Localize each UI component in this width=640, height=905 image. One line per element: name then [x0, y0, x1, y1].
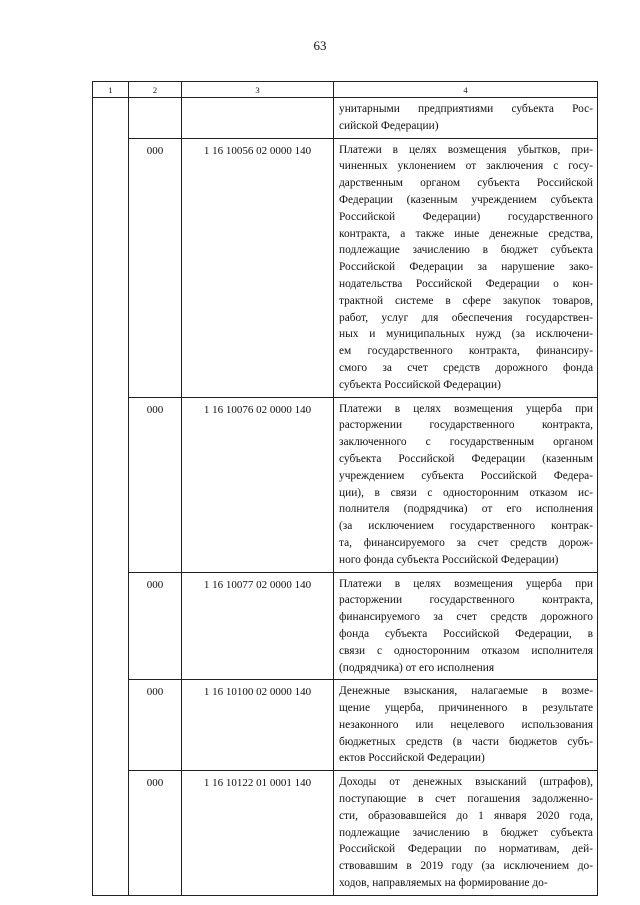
- description-line: трактной системе в сфере закупок товаров,: [339, 294, 593, 307]
- table-row: [93, 138, 598, 397]
- header-col-3: 3: [182, 82, 334, 98]
- description-line: щение ущерба, причиненного в результате: [339, 702, 593, 715]
- budget-code-cell: 1 16 10077 02 0000 140: [182, 572, 334, 680]
- description-line: финансируемого за счет средств дорожного: [339, 611, 593, 624]
- description-cell: [334, 572, 598, 680]
- description-line: полнителя (подрядчика) от его исполнения: [339, 503, 593, 516]
- admin-code-cell: 000: [129, 680, 182, 771]
- description-line: (за исключением государственного контрак-: [339, 520, 593, 533]
- column-1-cell: [93, 98, 129, 896]
- budget-codes-table: [92, 81, 598, 896]
- description-line: субъекта Российской Федерации): [339, 378, 501, 391]
- description-line: Российской Федерации по нормативам, дей-: [339, 843, 593, 856]
- description-cell: [334, 771, 598, 896]
- header-col-1: 1: [93, 82, 129, 98]
- description-line: Платежи в целях возмещения ущерба при: [339, 402, 593, 415]
- description-line: бюджетных средств (в части бюджетов субъ-: [339, 735, 593, 748]
- description-line: ного фонда субъекта Российской Федерации): [339, 553, 559, 566]
- table-row: [93, 98, 598, 139]
- admin-code-cell: [129, 98, 182, 139]
- description-line: расторжении государственного контракта,: [339, 419, 593, 432]
- description-line: сти, образовавшейся до 1 января 2020 года,: [339, 809, 593, 822]
- description-line: поступающие в счет погашения задолженно-: [339, 793, 593, 806]
- description-line: та, финансируемого за счет средств дорож-: [339, 536, 593, 549]
- description-cell: [334, 138, 598, 397]
- description-line: ектов Российской Федерации): [339, 752, 485, 765]
- description-line: Платежи в целях возмещения ущерба при: [339, 577, 593, 590]
- table-row: [93, 397, 598, 572]
- description-line: нодательства Российской Федерации о кон-: [339, 277, 593, 290]
- header-col-4: 4: [334, 82, 598, 98]
- description-line: незаконного или нецелевого использования: [339, 718, 593, 731]
- description-line: Российской Федерации за нарушение зако-: [339, 261, 593, 274]
- description-line: заключенного с государственным органом: [339, 436, 593, 449]
- description-line: контракта, а также иные денежные средства,: [339, 227, 593, 240]
- description-line: Доходы от денежных взысканий (штрафов),: [339, 776, 593, 789]
- budget-code-cell: 1 16 10122 01 0001 140: [182, 771, 334, 896]
- description-line: Российской Федерации) государственного: [339, 210, 593, 223]
- description-line: связи с односторонним отказом исполнителя: [339, 644, 593, 657]
- description-cell: [334, 397, 598, 572]
- description-line: ем государственного контракта, финансиру-: [339, 345, 593, 358]
- budget-code-cell: 1 16 10056 02 0000 140: [182, 138, 334, 397]
- description-line: смого за счет средств дорожного фонда: [339, 361, 593, 374]
- admin-code-cell: 000: [129, 572, 182, 680]
- header-col-2: 2: [129, 82, 182, 98]
- description-line: субъекта Российской Федерации (казенным: [339, 452, 593, 465]
- description-line: работ, услуг для обеспечения государствен-: [339, 311, 593, 324]
- table-row: [93, 771, 598, 896]
- description-line: (подрядчика) от его исполнения: [339, 661, 495, 674]
- description-line: унитарными предприятиями субъекта Рос-: [339, 103, 593, 115]
- description-line: ных и муниципальных нужд (за исключени-: [339, 328, 593, 341]
- table-row: [93, 572, 598, 680]
- description-line: ходов, направляемых на формирование до-: [339, 877, 548, 890]
- description-line: дарственным органом субъекта Российской: [339, 177, 593, 190]
- description-line: расторжении государственного контракта,: [339, 594, 593, 607]
- description-cell: [334, 680, 598, 771]
- admin-code-cell: 000: [129, 138, 182, 397]
- description-line: подлежащие зачислению в бюджет субъекта: [339, 244, 593, 257]
- description-line: подлежащие зачислению в бюджет субъекта: [339, 826, 593, 839]
- description-cell: [334, 98, 598, 139]
- admin-code-cell: 000: [129, 397, 182, 572]
- description-line: Федерации (казенным учреждением субъекта: [339, 193, 593, 206]
- budget-code-cell: 1 16 10100 02 0000 140: [182, 680, 334, 771]
- description-line: ствовавшим в 2019 году (за исключением до-: [339, 860, 593, 873]
- budget-code-cell: 1 16 10076 02 0000 140: [182, 397, 334, 572]
- table-row: [93, 680, 598, 771]
- budget-code-cell: [182, 98, 334, 139]
- description-line: сийской Федерации): [339, 119, 439, 132]
- admin-code-cell: 000: [129, 771, 182, 896]
- description-line: фонда субъекта Российской Федерации, в: [339, 627, 593, 640]
- description-line: учреждением субъекта Российской Федера-: [339, 469, 593, 482]
- description-line: ции), в связи с односторонним отказом ис-: [339, 486, 593, 499]
- page-number: 63: [313, 38, 327, 53]
- description-line: Платежи в целях возмещения убытков, при-: [339, 143, 593, 156]
- description-line: чиненных уклонением от заключения с госу-: [339, 160, 593, 173]
- description-line: Денежные взыскания, налагаемые в возме-: [339, 685, 593, 698]
- table-header-row: [93, 82, 598, 98]
